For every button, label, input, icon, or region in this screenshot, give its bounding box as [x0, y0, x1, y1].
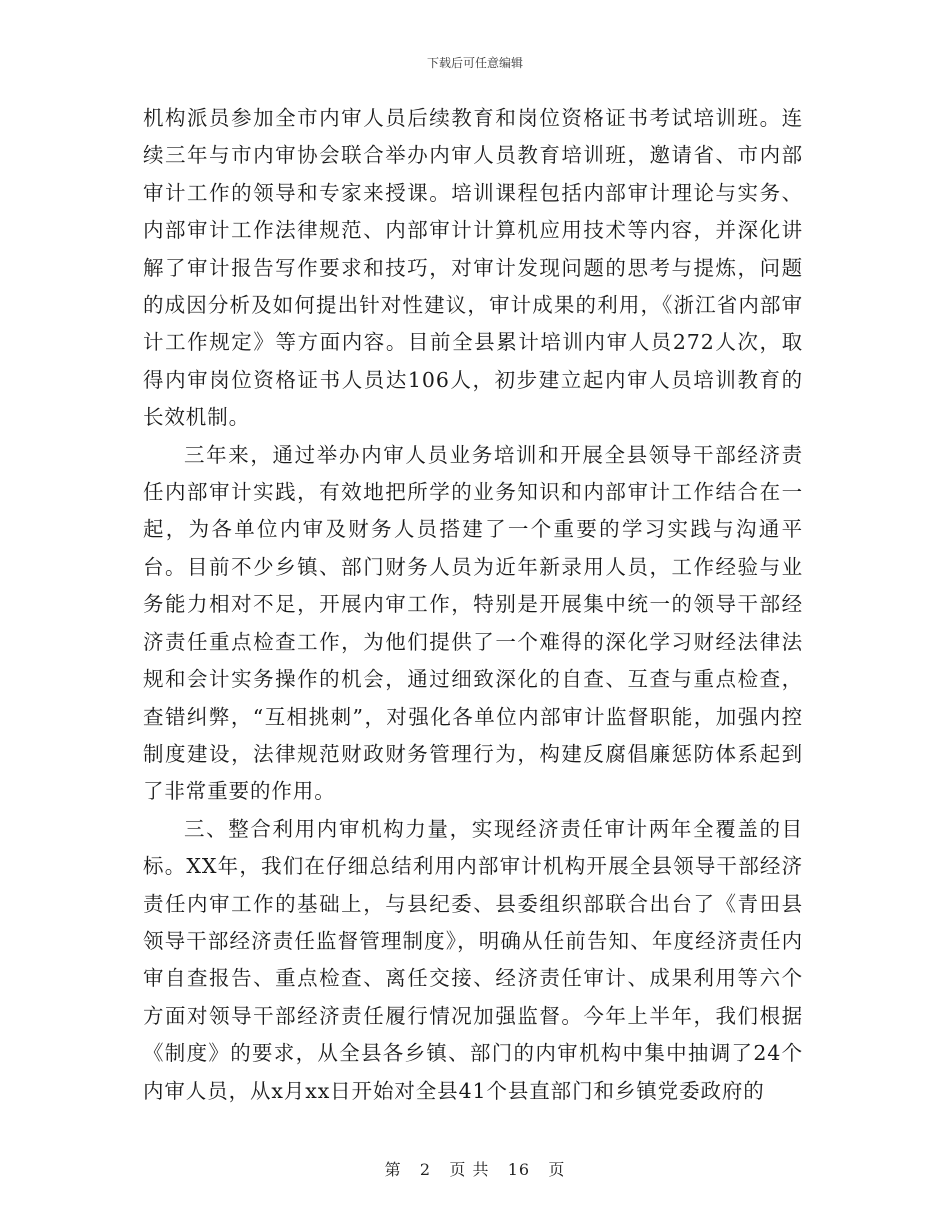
paragraph-1: 机构派员参加全市内审人员后续教育和岗位资格证书考试培训班。连续三年与市内审协会联合举办内审人员教育培训班，邀请省、市内部审计工作的领导和专家来授课。培训课程包括内部审计理论与实务、内部审计工作法律规范、内部审计计算机应用技术等内容，并深化讲解了审计报告写作要求和技巧，对审计发现问题的思考与提炼，问题的成因分析及如何提出针对性建议，审计成果的利用，《浙江省内部审计工作规定》等方面内容。目前全县累计培训内审人员272人次，取得内审岗位资格证书人员达106人，初步建立起内审人员培训教育的长效机制。 [143, 106, 803, 430]
paragraph-2: 三年来，通过举办内审人员业务培训和开展全县领导干部经济责任内部审计实践，有效地把所学的业务知识和内部审计工作结合在一起，为各单位内审及财务人员搭建了一个重要的学习实践与沟通平台。目前不少乡镇、部门财务人员为近年新录用人员，工作经验与业务能力相对不足，开展内审工作，特别是开展集中统一的领导干部经济责任重点检查工作，为他们提供了一个难得的深化学习财经法律法规和会计实务操作的机会，通过细致深化的自查、互查与重点检查，查错纠弊，“互相挑刺”，对强化各单位内部审计监督职能，加强内控制度建设，法律规范财政财务管理行为，构建反腐倡廉惩防体系起到了非常重要的作用。 [143, 442, 803, 804]
footer-prefix: 第 [384, 1160, 402, 1179]
footer-total-pages: 16 [507, 1160, 531, 1179]
page-footer [0, 1157, 950, 1180]
footer-current-page: 2 [419, 1160, 432, 1179]
page-header: 下载后可任意编辑 [426, 56, 523, 70]
footer-suffix: 页 [548, 1160, 566, 1179]
paragraph-3: 三、整合利用内审机构力量，实现经济责任审计两年全覆盖的目标。XX年，我们在仔细总结利用内部审计机构开展全县领导干部经济责任内审工作的基础上，与县纪委、县委组织部联合出台了《青田县领导干部经济责任监督管理制度》，明确从任前告知、年度经济责任内审自查报告、重点检查、离任交接、经济责任审计、成果利用等六个方面对领导干部经济责任履行情况加强监督。今年上半年，我们根据《制度》的要求，从全县各乡镇、部门的内审机构中集中抽调了24个内审人员，从x月xx日开始对全县41个县直部门和乡镇党委政府的 [143, 816, 803, 1103]
body-text [143, 100, 803, 1110]
footer-middle: 页 共 [449, 1160, 490, 1179]
